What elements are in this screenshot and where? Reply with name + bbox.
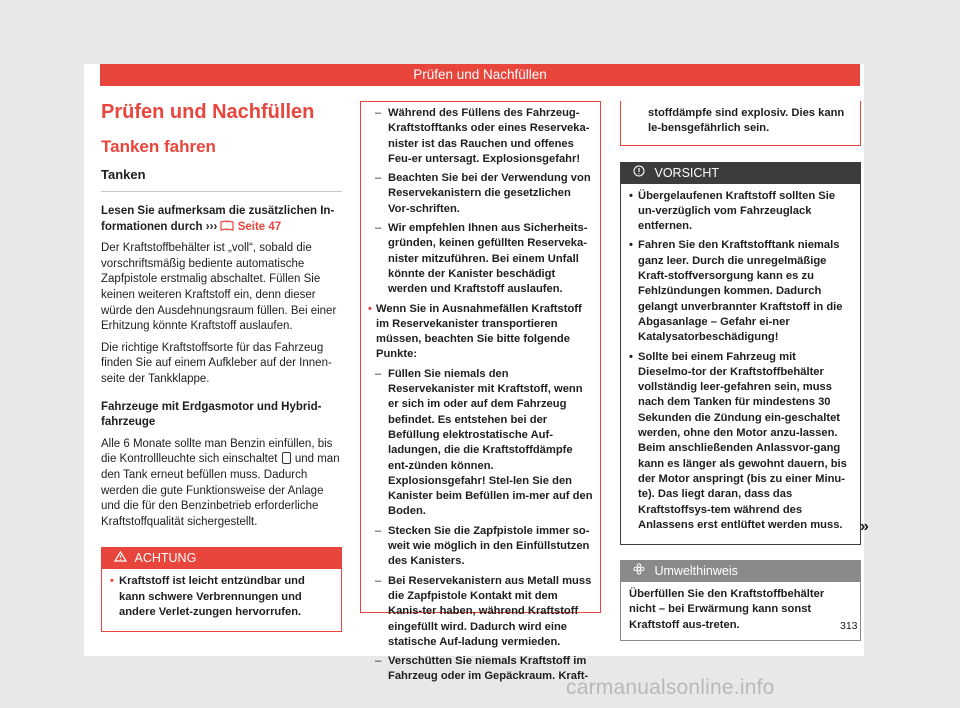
paragraph-gas-hybrid-b: und man den Tank erneut befüllen muss. Dadurch werden die gute Funktionsweise der Anlage und die für den Benzinbetrieb erforderliche Kraftstoffqualität sichergestellt. <box>101 453 340 528</box>
section-title: Tanken fahren <box>101 137 216 156</box>
intro-text-a: Lesen Sie aufmerksam die zusätzlichen In- <box>101 205 335 217</box>
caution-item: • Übergelaufenen Kraftstoff sollten Sie un-verzüglich vom Fahrzeuglack entfernen. <box>629 189 852 235</box>
list-item: – Füllen Sie niemals den Reservekanister mit Kraftstoff, wenn er sich im oder auf dem Fahrzeug befindet. Es entstehen bei der Befüllung elektrostatische Auf-ladungen, die die Kraftstoffdämpfe ent-zünden können. Explosionsgefahr! Stel-len Sie den Kanister beim Befüllen im-mer auf den Boden. <box>368 367 593 520</box>
caution-item: • Sollte bei einem Fahrzeug mit Dieselmo-tor der Kraftstoffbehälter vollständig leer-gefahren sein, muss nach dem Tanken für mindestens 30 Sekunden die Zündung ein-geschaltet werden, ohne den Motor anzu-lassen. Beim anschließenden Anlassvor-gang kann es länger als gewohnt dauern, bis der Motor anspringt (bis zu einer Minu-te). Das liegt daran, dass das Kraftstoffsys-tem während des Anlassens erst entlüftet werden muss. <box>629 350 852 534</box>
list-item: – Stecken Sie die Zapfpistole immer so-weit wie möglich in den Einfüllstutzen des Kanisters. <box>368 524 593 570</box>
paragraph-gas-hybrid <box>101 437 342 531</box>
caution-box-header <box>621 163 860 184</box>
caution-item: • Fahren Sie den Kraftstofftank niemals ganz leer. Durch die unregelmäßige Kraft-stoffversorgung kann es zu Fehlzündungen kommen. Dadurch gelangt unverbrannter Kraftstoff in die Abgasanlage – Gefahr ei-ner Katalysatorbeschädigung! <box>629 238 852 345</box>
list-item: – Verschütten Sie niemals Kraftstoff im Fahrzeug oder im Gepäckraum. Kraft- <box>368 654 593 685</box>
flower-icon <box>633 564 648 578</box>
warning-box-body <box>102 569 341 631</box>
warning-item: • Kraftstoff ist leicht entzündbar und kann schwere Verbrennungen und andere Verlet-zungen hervorrufen. <box>110 574 333 620</box>
list-item: – Während des Füllens des Fahrzeug-Kraftstofftanks oder eines Reserveka-nister ist das Rauchen und offenes Feu-er untersagt. Explosionsgefahr! <box>368 106 593 167</box>
caution-title: VORSICHT <box>654 165 720 180</box>
divider <box>101 191 342 192</box>
warning-box-header <box>102 548 341 569</box>
continuation-text: stoffdämpfe sind explosiv. Dies kann le-bensgefährlich sein. <box>648 107 845 135</box>
environment-box-body: Überfüllen Sie den Kraftstoffbehälter nicht – bei Erwärmung kann sonst Kraftstoff aus-treten. <box>629 588 825 631</box>
subheading-gas-hybrid: Fahrzeuge mit Erdgasmotor und Hybrid-fahrzeuge <box>101 400 322 429</box>
intro-text-b: formationen durch ››› <box>101 220 218 233</box>
page-header: Prüfen und Nachfüllen <box>100 64 860 86</box>
book-icon <box>220 220 234 231</box>
environment-title: Umwelthinweis <box>654 564 738 579</box>
warning-lamp-icon <box>282 452 291 464</box>
page-title: Prüfen und Nachfüllen <box>101 101 315 123</box>
warning-box-continued <box>360 101 601 683</box>
warning-box-end <box>620 101 861 146</box>
subsection-title: Tanken <box>101 167 146 182</box>
info-circle-icon <box>633 166 648 180</box>
caution-box <box>620 162 861 546</box>
paragraph-full-tank: Der Kraftstoffbehälter ist „voll“, sobald die vorschriftsmäßig bediente automatische Zapfpistole erstmalig abschaltet. Füllen Sie keinen weiteren Kraftstoff ein, denn dieser würde den Ausdehnungsraum füllen. Bei einer Erhitzung könnte Kraftstoff auslaufen. <box>101 242 337 333</box>
column-2 <box>360 101 601 683</box>
caution-box-body <box>621 184 860 545</box>
environment-box <box>620 560 861 641</box>
continue-marker: » <box>860 518 869 535</box>
column-1 <box>101 100 342 632</box>
paragraph-fuel-type: Die richtige Kraftstoffsorte für das Fahrzeug finden Sie auf einem Aufkleber auf der Innen-seite der Tankklappe. <box>101 341 332 385</box>
warning-box <box>101 547 342 632</box>
paragraph-gas-hybrid-a: Alle 6 Monate sollte man Benzin einfüllen, bis die Kontrollleuchte sich einschaltet <box>101 437 333 466</box>
column-3 <box>620 101 861 641</box>
list-item: – Bei Reservekanistern aus Metall muss die Zapfpistole Kontakt mit dem Kanis-ter haben, während Kraftstoff eingefüllt wird. Dadurch wird eine statische Auf-ladung vermieden. <box>368 574 593 650</box>
list-item: – Wir empfehlen Ihnen aus Sicherheits-gründen, keinen gefüllten Reserveka-nister mitzuführen. Bei einem Unfall könnte der Kanister beschädigt werden und Kraftstoff auslaufen. <box>368 221 593 297</box>
intro-paragraph <box>101 204 342 235</box>
page-reference-link[interactable]: Seite 47 <box>237 220 282 233</box>
environment-box-header <box>621 561 860 582</box>
list-item: • Wenn Sie in Ausnahmefällen Kraftstoff im Reservekanister transportieren müssen, beachten Sie bitte folgende Punkte: <box>368 302 593 363</box>
list-item: – Beachten Sie bei der Verwendung von Reservekanistern die gesetzlichen Vor-schriften. <box>368 171 593 217</box>
warning-title: ACHTUNG <box>134 551 197 566</box>
warning-triangle-icon <box>114 551 130 565</box>
page-number: 313 <box>840 620 858 632</box>
watermark: carmanualsonline.info <box>566 676 775 699</box>
